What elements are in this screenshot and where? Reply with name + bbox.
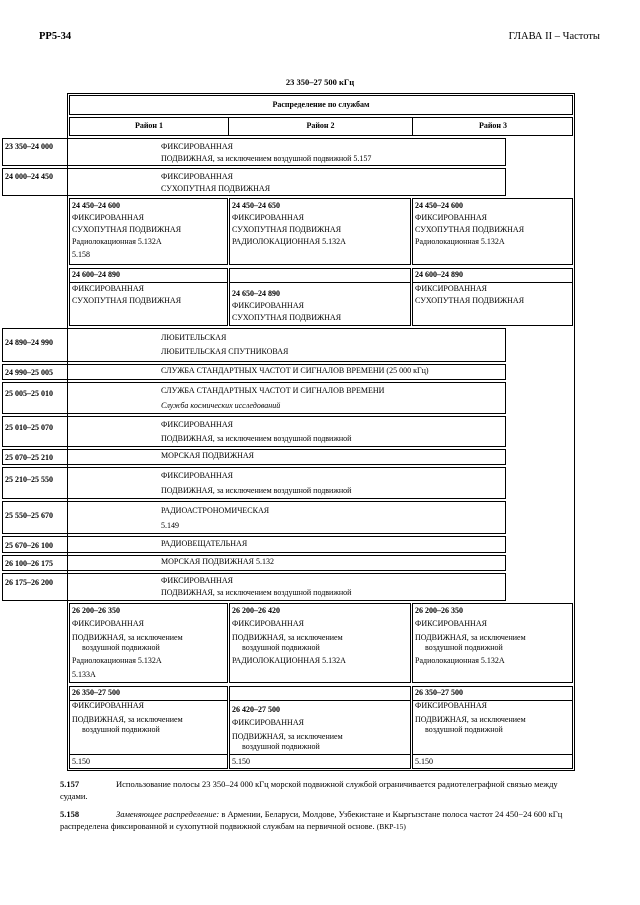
table-row: 26 350–27 500 ФИКСИРОВАННАЯ ПОДВИЖНАЯ, за исключением воздушной подвижной 5.150 — [412, 686, 573, 769]
table-row: 25 210–25 550 ФИКСИРОВАННАЯ ПОДВИЖНАЯ, за исключением воздушной подвижной — [2, 467, 506, 499]
table-row: 25 670–26 100 РАДИОВЕЩАТЕЛЬНАЯ — [2, 536, 506, 553]
table-row: 26 350–27 500 ФИКСИРОВАННАЯ ПОДВИЖНАЯ, за исключением воздушной подвижной 5.150 — [69, 686, 228, 769]
table-row: 24 450–24 600 ФИКСИРОВАННАЯ СУХОПУТНАЯ ПОДВИЖНАЯ Радиолокационная 5.132А — [412, 198, 573, 265]
table-row: 24 600–24 890 ФИКСИРОВАННАЯ СУХОПУТНАЯ ПОДВИЖНАЯ — [69, 268, 228, 326]
table-row: 24 450–24 600 ФИКСИРОВАННАЯ СУХОПУТНАЯ ПОДВИЖНАЯ Радиолокационная 5.132А 5.158 — [69, 198, 228, 265]
footnote-ref: 5.158 — [60, 809, 80, 819]
table-row: 26 420–27 500 ФИКСИРОВАННАЯ ПОДВИЖНАЯ, за исключением воздушной подвижной 5.150 — [229, 686, 411, 769]
table-row: 26 175–26 200 ФИКСИРОВАННАЯ ПОДВИЖНАЯ, за исключением воздушной подвижной — [2, 573, 506, 601]
table-row: 26 200–26 350 ФИКСИРОВАННАЯ ПОДВИЖНАЯ, за исключением воздушной подвижной Радиолокационная 5.132А — [412, 603, 573, 683]
table-row: 25 010–25 070 ФИКСИРОВАННАЯ ПОДВИЖНАЯ, за исключением воздушной подвижной — [2, 416, 506, 447]
table-row: 24 000–24 450 ФИКСИРОВАННАЯ СУХОПУТНАЯ ПОДВИЖНАЯ — [2, 168, 506, 196]
table-row: 24 890–24 990 ЛЮБИТЕЛЬСКАЯ ЛЮБИТЕЛЬСКАЯ СПУТНИКОВАЯ — [2, 328, 506, 362]
chapter-title: ГЛАВА II – Частоты — [508, 31, 600, 42]
table-row: 25 070–25 210 МОРСКАЯ ПОДВИЖНАЯ — [2, 449, 506, 465]
col-header-region-3: Район 3 — [478, 121, 508, 130]
col-header-region-2: Район 2 — [306, 121, 335, 130]
footnote-5-158 — [60, 808, 580, 833]
frequency-range-title: 23 350–27 500 кГц — [285, 77, 355, 87]
footnote-tag: (ВКР-15) — [376, 822, 406, 831]
col-header-region-1: Район 1 — [134, 121, 164, 130]
footnote-text: Использование полосы 23 350–24 000 кГц морской подвижной службой ограничивается радиотелеграфной связью между судами. — [60, 779, 558, 801]
table-caption-cell — [69, 95, 573, 115]
page-code: РР5-34 — [39, 31, 72, 42]
footnote-ref: 5.157 — [60, 779, 80, 789]
table-row: 25 550–25 670 РАДИОАСТРОНОМИЧЕСКАЯ 5.149 — [2, 501, 506, 534]
table-row: 24 450–24 650 ФИКСИРОВАННАЯ СУХОПУТНАЯ ПОДВИЖНАЯ РАДИОЛОКАЦИОННАЯ 5.132А — [229, 198, 411, 265]
table-caption: Распределение по службам — [272, 100, 370, 109]
table-row: 24 650–24 890 ФИКСИРОВАННАЯ СУХОПУТНАЯ ПОДВИЖНАЯ — [229, 268, 411, 326]
table-row: 26 100–26 175 МОРСКАЯ ПОДВИЖНАЯ 5.132 — [2, 555, 506, 571]
table-row: 24 990–25 005 СЛУЖБА СТАНДАРТНЫХ ЧАСТОТ И СИГНАЛОВ ВРЕМЕНИ (25 000 кГц) — [2, 364, 506, 380]
table-row: 25 005–25 010 СЛУЖБА СТАНДАРТНЫХ ЧАСТОТ И СИГНАЛОВ ВРЕМЕНИ Служба космических исследований — [2, 382, 506, 414]
column-header-row — [69, 117, 573, 136]
footnote-lead: Заменяющее распределение: — [116, 809, 220, 819]
footnote-text: в Армении, Беларуси, Молдове, Узбекистане и Кыргызстане полоса частот 24 450−24 600 кГц распределена фиксированной и сухопутной подвижной службам на первичной основе. — [60, 809, 563, 831]
table-row: 23 350–24 000 ФИКСИРОВАННАЯ ПОДВИЖНАЯ, за исключением воздушной подвижной 5.157 — [2, 138, 506, 166]
footnote-5-157 — [60, 778, 580, 802]
table-row: 24 600–24 890 ФИКСИРОВАННАЯ СУХОПУТНАЯ ПОДВИЖНАЯ — [412, 268, 573, 326]
table-row: 26 200–26 420 ФИКСИРОВАННАЯ ПОДВИЖНАЯ, за исключением воздушной подвижной РАДИОЛОКАЦИОННАЯ 5.132А — [229, 603, 411, 683]
table-row: 26 200–26 350 ФИКСИРОВАННАЯ ПОДВИЖНАЯ, за исключением воздушной подвижной Радиолокационная 5.132А 5.133А — [69, 603, 228, 683]
